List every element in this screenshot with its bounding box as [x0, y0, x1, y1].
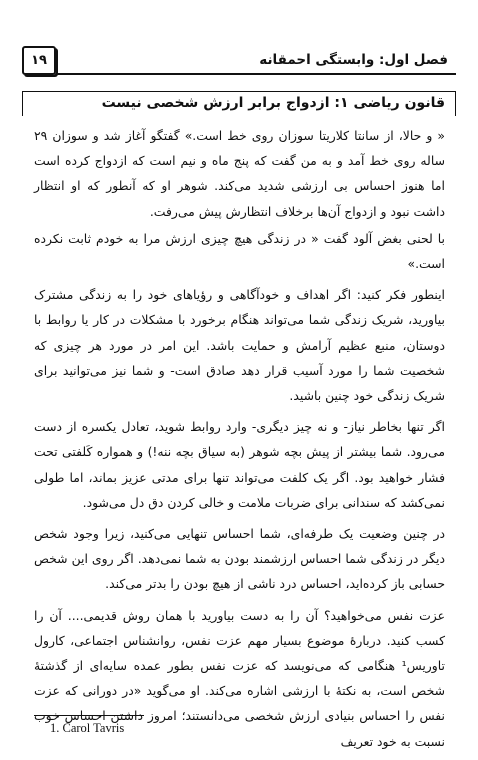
section-heading-box: [22, 91, 456, 116]
footnote-rule: [34, 715, 144, 716]
section-heading: قانون ریاضی ۱: ازدواج برابر ارزش شخصی نیست: [101, 95, 445, 111]
header-rule: [56, 73, 456, 75]
paragraph: اگر تنها بخاطر نیاز- و نه چیز دیگری- وارد روابط شوید، تعادل یکسره از دست می‌رود. شما بیشتر از پیش بچه شوهر (به سیاق بچه ننه!) و همواره کَلفتی تحت فشار خواهید بود. اگر یک کلفت می‌تواند تنها برای مدتی عزیز بماند، اما طولی نمی‌کشد که سندانی برای ضربات ملامت و خالی کردن دق دل می‌شود.: [34, 419, 445, 510]
running-header: [22, 46, 456, 76]
paragraph: « و حالا، از سانتا کلاریتا سوزان روی خط است.» گفتگو آغاز شد و سوزان ۲۹ ساله روی خط آمد و به من گفت که پنج ماه و نیم است که ازدواج کرده است اما هنوز احساس بی ارزشی شدید می‌کند. شوهر او که آنطور که او انتظار داشت نبود و ازدواج آن‌ها برخلاف انتظارش پیش می‌رفت.: [34, 128, 445, 219]
chapter-title: فصل اول: وابستگی احمقانه: [259, 52, 448, 68]
footnote: 1. Carol Tavris: [50, 721, 125, 735]
page-number: ۱۹: [22, 46, 56, 75]
paragraph: اینطور فکر کنید: اگر اهداف و خودآگاهی و رؤیاهای خود را به زندگی مشترک بیاورید، شریک زندگی شما می‌تواند هنگام برخورد با مشکلات در کار یا روابط با دوستان، منبع عظیم آرامش و حمایت باشد. این امر در مورد هر چیزی که شخصیت شما را مورد آسیب قرار دهد صادق است- و شما نیز می‌توانید برای شریک زندگی خود چنین باشید.: [34, 287, 445, 404]
paragraph: با لحنی بغض آلود گفت « در زندگی هیچ چیزی ارزش مرا به خودم ثابت نکرده است.»: [34, 230, 445, 272]
paragraph: در چنین وضعیت یک طرفه‌ای، شما احساس تنهایی می‌کنید، زیرا وجود شخص دیگر در زندگی شما احساس ارزشمند بودن به شما نمی‌دهد. اگر روی این شخص حسابی باز کرده‌اید، احساس درد ناشی از هیچ بودن را بدتر می‌کند.: [34, 526, 445, 592]
paragraph: عزت نفس می‌خواهید؟ آن را به دست بیاورید با همان روش قدیمی.... آن را کسب کنید. دربارهٔ موضوع بسیار مهم عزت نفس، روانشناس اجتماعی، کارول تاوریس¹ هنگامی که می‌نویسد که عزت نفس بطور عمده سایه‌ای از گذشتهٔ شخص است، به نکتهٔ با ارزشی اشاره می‌کند. او می‌گوید «در دورانی که عزت نفس را احساس بنیادی ارزش شخصی می‌دانستند؛ امروز داشتن احساس خوب نسبت به خود تعریف: [34, 607, 445, 749]
body-text: [34, 123, 445, 760]
